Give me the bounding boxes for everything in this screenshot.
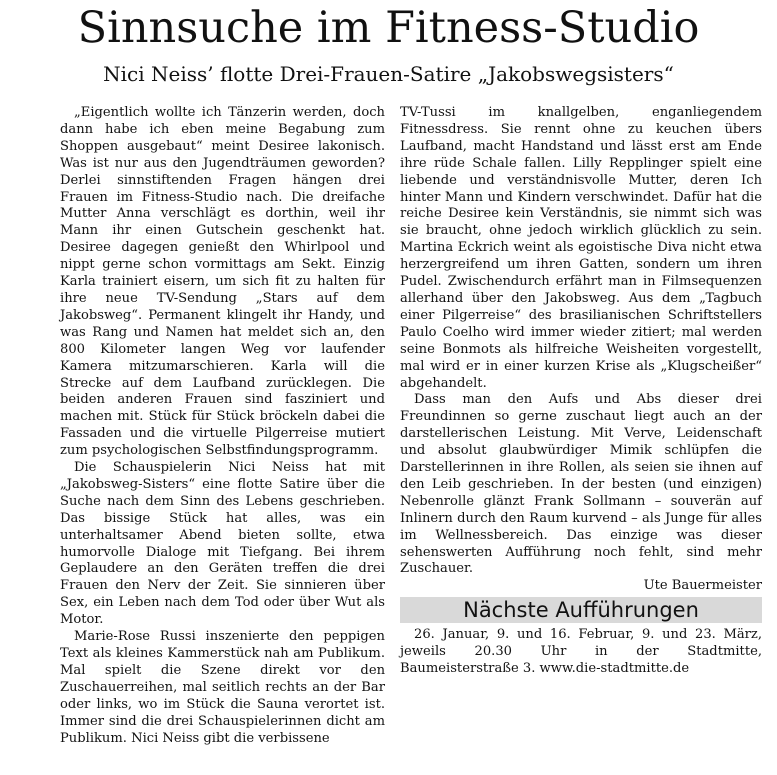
- author-byline: Ute Bauermeister: [643, 578, 762, 594]
- info-box-title: Nächste Aufführungen: [400, 597, 762, 623]
- subheadline: Nici Neiss’ flotte Drei-Frauen-Satire „Jakobswegsisters“: [103, 62, 674, 86]
- headline: Sinnsuche im Fitness-Studio: [77, 3, 700, 53]
- body-paragraph: Die Schauspielerin Nici Neiss hat mit „Jakobsweg-Sisters“ eine flotte Satire über die Suche nach dem Sinn des Lebens geschrieben. Das bissige Stück hat alles, was ein unterhaltsamer Abend bieten sollte, etwa humorvolle Dialoge mit Tiefgang. Bei ihrem Geplaudere an den Geräten treffen die drei Frauen den Nerv der Zeit. Sie sinnieren über Sex, ein Leben nach dem Tod oder über Wut als Motor.: [60, 460, 385, 628]
- body-paragraph-text: Dass man den Aufs und Abs dieser drei Freundinnen so gerne zuschaut liegt auch an der darstellerischen Leistung. Mit Verve, Leidenschaft und absolut glaubwürdiger Mimik schlüpfen die Darstellerinnen in ihre Rollen, als seien sie ihnen auf den Leib geschrieben. In der besten (und einzigen) Nebenrolle glänzt Frank Sollmann – souverän auf Inlinern durch den Raum kurvend – als Junge für alles im Wellnessbereich. Das einzige was dieser sehenswerten Aufführung noch fehlt, sind mehr Zuschauer.: [400, 392, 762, 577]
- body-paragraph: „Eigentlich wollte ich Tänzerin werden, doch dann habe ich eben meine Begabung zum Shoppen ausgebaut“ meint Desiree lakonisch. Was ist nur aus den Jugendträumen geworden? Derlei sinnstiftenden Fragen hängen drei Frauen im Fitness-Studio nach. Die dreifache Mutter Anna verschlägt es dorthin, weil ihr Mann ihr einen Gutschein geschenkt hat. Desiree dagegen genießt den Whirlpool und nippt gerne schon vormittags am Sekt. Einzig Karla trainiert eisern, um sich fit zu halten für ihre neue TV-Sendung „Stars auf dem Jakobsweg“. Permanent klingelt ihr Handy, und was Rang und Namen hat meldet sich an, den 800 Kilometer langen Weg vor laufender Kamera mitzumarschieren. Karla will die Strecke auf dem Laufband zurücklegen. Die beiden anderen Frauen sind fasziniert und machen mit. Stück für Stück bröckeln dabei die Fassaden und die virtuelle Pilgerreise mutiert zum psychologischen Selbstfindungsprogramm.: [60, 105, 385, 459]
- info-box-text: 26. Januar, 9. und 16. Februar, 9. und 23. März, jeweils 20.30 Uhr in der Stadtmitte, Baumeisterstraße 3. www.die-stadtmitte.de: [400, 627, 762, 677]
- article-column-left: [60, 105, 385, 747]
- body-paragraph: Marie-Rose Russi inszenierte den peppigen Text als kleines Kammerstück nah am Publikum. Mal spielt die Szene direkt vor den Zuschauerreihen, mal seitlich rechts an der Bar oder links, wo im Stück die Sauna verortet ist. Immer sind die drei Schauspielerinnen dicht am Publikum. Nici Neiss gibt die verbissene: [60, 629, 385, 746]
- body-paragraph: TV-Tussi im knallgelben, enganliegendem Fitnessdress. Sie rennt ohne zu keuchen übers Laufband, macht Handstand und lässt erst am Ende ihre rüde Schale fallen. Lilly Repplinger spielt eine liebende und verständnisvolle Mutter, deren Ich hinter Mann und Kindern verschwindet. Dafür hat die reiche Desiree kein Verständnis, sie nimmt sich was sie braucht, ohne jedoch wirklich glücklich zu sein. Martina Eckrich weint als egoistische Diva nicht etwa herzergreifend um ihren Gatten, sondern um ihren Pudel. Zwischendurch erfährt man in Filmsequenzen allerhand über den Jakobsweg. Aus dem „Tagbuch einer Pilgerreise“ des brasilianischen Schriftstellers Paulo Coelho wird immer wieder zitiert; mal werden seine Bonmots als hilfreiche Weisheiten vorgestellt, mal wird er in einer kurzen Krise als „Klugscheißer“ abgehandelt.: [400, 105, 762, 391]
- performance-info-box: [400, 597, 762, 678]
- article-column-right: [400, 105, 762, 678]
- body-paragraph: [400, 392, 762, 595]
